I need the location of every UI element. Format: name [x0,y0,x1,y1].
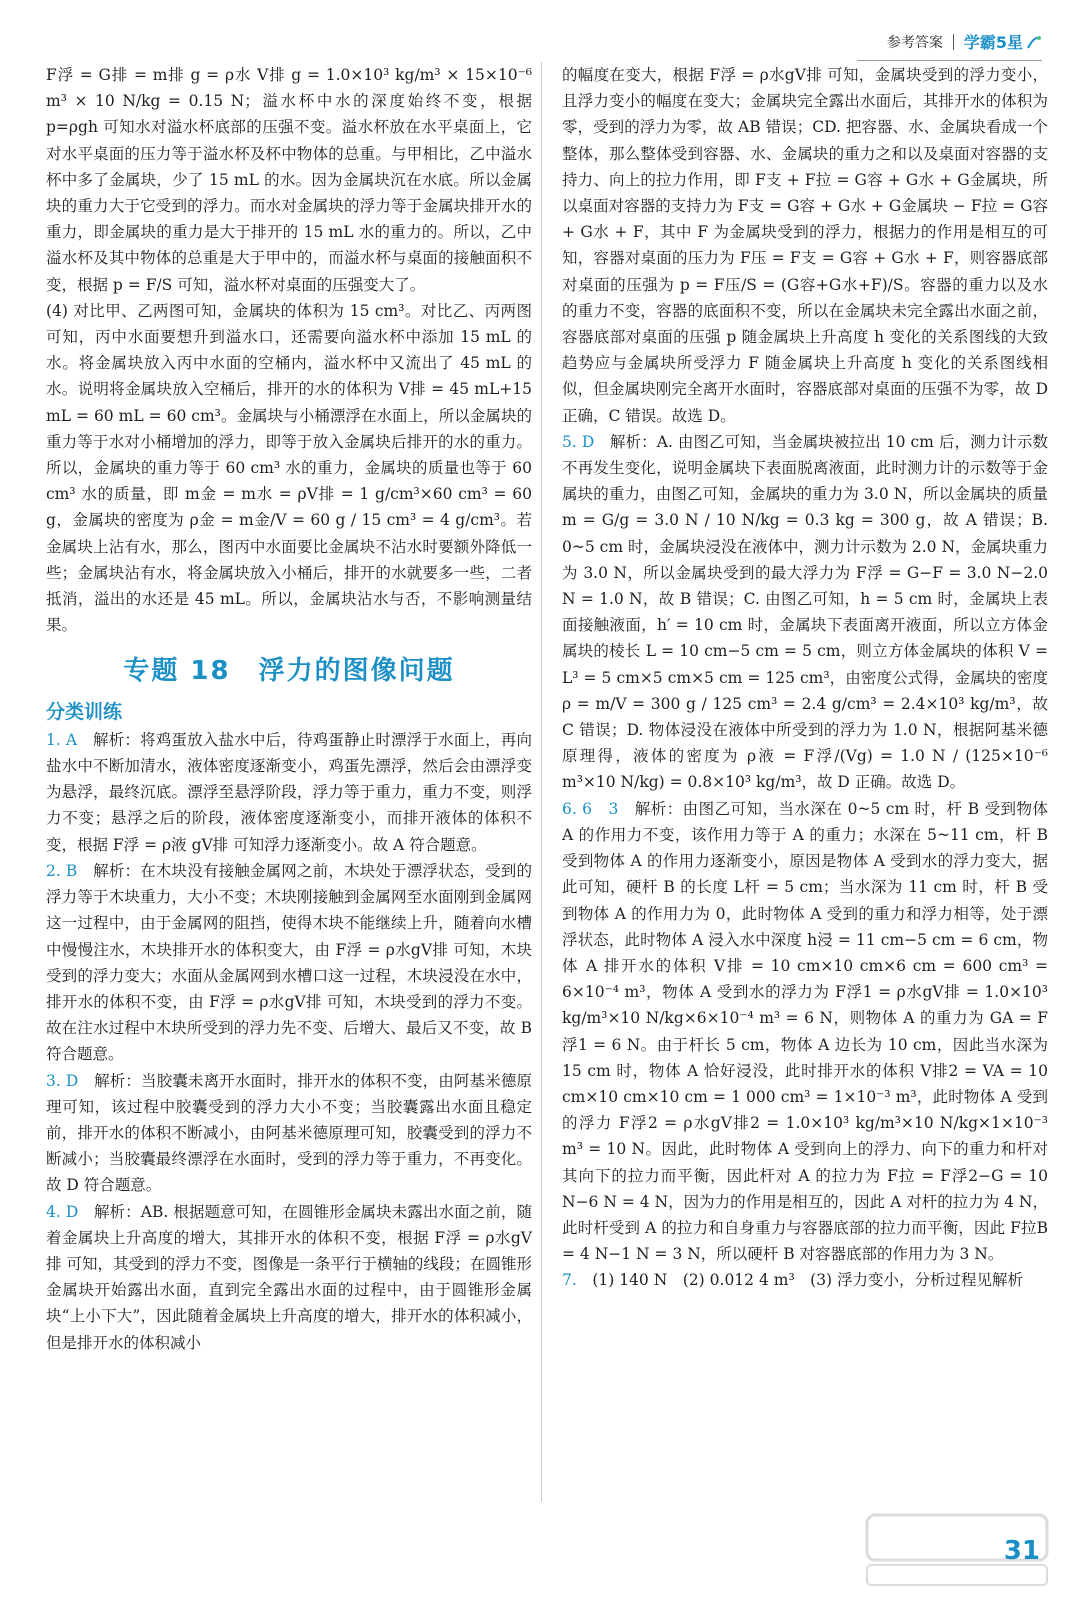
section-title: 专题 18 浮力的图像问题 [123,656,455,687]
answer-item [562,1267,1048,1293]
header-separator [953,34,954,50]
paragraph: 的幅度在变大，根据 F浮 = ρ水gV排 可知，金属块受到的浮力变小，且浮力变小的幅度在变大；金属块完全露出水面后，其排开水的体积为零，受到的浮力为零，故 AB 错误；CD. 把容器、水、金属块看成一个整体，那么整体受到容器、水、金属块的重力之和以及桌面对容器的支持力、向上的拉力作用，即 F支 + F拉 = G容 + G水 + G金属块，所以桌面对容器的支持力为 F支 = G容 + G水 + G金属块 − F拉 = G容 + G水 + F，其中 F 为金属块受到的浮力，根据力的作用是相互的可知，容器对桌面的压力为 F压 = F支 = G容 + G水 + F，则容器底部对桌面的压强为 p = F压/S = (G容+G水+F)/S。容器的重力以及水的重力不变，容器的底面积不变，所以在金属块未完全露出水面之前，容器底部对桌面的压强 p 随金属块上升高度 h 变化的关系图线的大致趋势应与金属块所受浮力 F 随金属块上升高度 h 变化的关系图线相似，但金属块刚完全离开水面时，容器底部对桌面的压强不为零，故 D 正确，C 错误。故选 D。 [562,66,1048,425]
answer-text: 解析：由图乙可知，当水深在 0~5 cm 时，杆 B 受到物体 A 的作用力不变，该作用力等于 A 的重力；水深在 5~11 cm，杆 B 受到物体 A 的作用力逐渐变小，原因是物体 A 受到水的浮力变大，据此可知，硬杆 B 的长度 L杆 = 5 cm；当水深为 11 cm 时，杆 B 受到物体 A 的作用力为 0，此时物体 A 受到的重力和浮力相等，处于漂浮状态，此时物体 A 浸入水中深度 h浸 = 11 cm−5 cm = 6 cm，物体 A 排开水的体积 V排 = 10 cm×10 cm×6 cm = 600 cm³ = 6×10⁻⁴ m³，物体 A 受到水的浮力为 F浮1 = ρ水gV排 = 1.0×10³ kg/m³×10 N/kg×6×10⁻⁴ m³ = 6 N，则物体 A 的重力为 GA = F浮1 = 6 N。由于杆长 5 cm，物体 A 边长为 10 cm，因此当水深为 15 cm 时，物体 A 恰好浸没，此时排开水的体积 V排2 = VA = 10 cm×10 cm×10 cm = 1 000 cm³ = 1×10⁻³ m³，此时物体 A 受到的浮力 F浮2 = ρ水gV排2 = 1.0×10³ kg/m³×10 N/kg×1×10⁻³ m³ = 10 N。因此，此时物体 A 受到向上的浮力、向下的重力和杆对其向下的拉力而平衡，因此杆对 A 的拉力为 F拉 = F浮2−G = 10 N−6 N = 4 N，因为力的作用是相互的，因此 A 对杆的拉力为 4 N，此时杆受到 A 的拉力和自身重力与容器底部的拉力而平衡，因此 F拉B = 4 N−1 N = 3 N，所以硬杆 B 对容器底部的作用力为 3 N。 [562,799,1048,1264]
answer-item [46,1199,532,1356]
header-rule [857,60,1042,61]
answer-item [562,429,1048,796]
answer-text: 解析：将鸡蛋放入盐水中后，待鸡蛋静止时漂浮于水面上，再向盐水中不断加清水，液体密度逐渐变小，鸡蛋先漂浮，然后会由漂浮变为悬浮，最终沉底。漂浮至悬浮阶段，浮力等于重力，重力不变，则浮力不变；悬浮之后的阶段，液体密度逐渐变小，而排开液体的体积不变，根据 F浮 = ρ液 gV排 可知浮力逐渐变小。故 A 符合题意。 [46,730,532,854]
question-number: 4. D [46,1202,79,1221]
question-number: 1. A [46,730,78,749]
page-header [887,30,1042,53]
question-number: 6. 6 3 [562,799,619,818]
subsection-title: 分类训练 [46,700,123,723]
answer-text: 解析：AB. 根据题意可知，在圆锥形金属块未露出水面之前，随着金属块上升高度的增大，其排开水的体积不变，根据 F浮 = ρ水gV排 可知，其受到的浮力不变，图像是一条平行于横轴的线段；在圆锥形金属块开始露出水面，直到完全露出水面的过程中，由于圆锥形金属块“上小下大”，因此随着金属块上升高度的增大，排开水的体积减小，但是排开水的体积减小 [46,1202,532,1352]
left-column [46,62,532,1356]
answer-text: 解析：在木块没有接触金属网之前，木块处于漂浮状态，受到的浮力等于木块重力，大小不变；木块刚接触到金属网至水面刚到金属网这一过程中，由于金属网的阻挡，使得木块不能继续上升，随着向水槽中慢慢注水，木块排开水的体积变大，由 F浮 = ρ水gV排 可知，木块受到的浮力变大；水面从金属网到水槽口这一过程，木块浸没在水中，排开水的体积不变，由 F浮 = ρ水gV排 可知，木块受到的浮力不变。故在注水过程中木块所受到的浮力先不变、后增大、最后又不变，故 B 符合题意。 [46,861,532,1064]
answer-text: (1) 140 N (2) 0.012 4 m³ (3) 浮力变小，分析过程见解析 [592,1271,1024,1290]
paragraph: (4) 对比甲、乙两图可知，金属块的体积为 15 cm³。对比乙、丙两图可知，丙中水面要想升到溢水口，还需要向溢水杯中添加 15 mL 的水。将金属块放入丙中水面的空桶内，溢水杯中又流出了 45 mL 的水。说明将金属块放入空桶后，排开的水的体积为 V排 = 45 mL+15 mL = 60 mL = 60 cm³。金属块与小桶漂浮在水面上，所以金属块的重力等于水对小桶增加的浮力，即等于放入金属块后排开的水的重力。所以，金属块的重力等于 60 cm³ 水的重力，金属块的质量也等于 60 cm³ 水的质量，即 m金 = m水 = ρV排 = 1 g/cm³×60 cm³ = 60 g，金属块的密度为 ρ金 = m金/V = 60 g / 15 cm³ = 4 g/cm³。若金属块上沾有水，那么，图丙中水面要比金属块不沾水时要额外降低一些；金属块沾有水，将金属块放入小桶后，排开的水就要多一些，二者抵消，溢出的水还是 45 mL。所以，金属块沾水与否，不影响测量结果。 [46,301,532,635]
paragraph: F浮 = G排 = m排 g = ρ水 V排 g = 1.0×10³ kg/m³ × 15×10⁻⁶ m³ × 10 N/kg = 0.15 N；溢水杯中水的深度始终不变，根据 p=ρgh 可知水对溢水杯底部的压强不变。溢水杯放在水平桌面上，它对水平桌面的压力等于溢水杯及杯中物体的总重。与甲相比，乙中溢水杯中多了金属块，少了 15 mL 的水。因为金属块沉在水底。所以金属块的重力大于它受到的浮力。而水对金属块的浮力等于金属块排开水的重力，即金属块的重力是大于排开的 15 mL 水的重力的。所以，乙中溢水杯及其中物体的总重是大于甲中的，而溢水杯与桌面的接触面积不变，根据 p = F/S 可知，溢水杯对桌面的压强变大了。 [46,66,532,294]
column-divider [541,62,542,1502]
answer-item [46,727,532,858]
star-icon [1026,34,1042,50]
answer-item [46,1068,532,1199]
answer-item [46,858,532,1068]
answer-text: 解析：当胶囊未离开水面时，排开水的体积不变，由阿基米德原理可知，该过程中胶囊受到的浮力大小不变；当胶囊露出水面且稳定前，排开水的体积不断减小，由阿基米德原理可知，胶囊受到的浮力不断减小；当胶囊最终漂浮在水面时，受到的浮力等于重力，不再变化。故 D 符合题意。 [46,1071,532,1195]
question-number: 2. B [46,861,78,880]
brand-logo: 学霸5星 [963,33,1023,52]
question-number: 5. D [562,432,595,451]
answer-item [562,796,1048,1268]
page-number: 31 [1003,1536,1040,1566]
right-column [562,62,1048,1294]
question-number: 7. [562,1271,577,1290]
header-label: 参考答案 [886,34,943,51]
question-number: 3. D [46,1071,79,1090]
answer-text: 解析：A. 由图乙可知，当金属块被拉出 10 cm 后，测力计示数不再发生变化，说明金属块下表面脱离液面，此时测力计的示数等于金属块的重力，由图乙可知，金属块的重力为 3.0 N，所以金属块的质量 m = G/g = 3.0 N / 10 N/kg = 0.3 kg = 300 g，故 A 错误；B. 0~5 cm 时，金属块浸没在液体中，测力计示数为 2.0 N，金属块重力为 3.0 N，所以金属块受到的最大浮力为 F浮 = G−F = 3.0 N−2.0 N = 1.0 N，故 B 错误；C. 由图乙可知，h = 5 cm 时，金属块上表面接触液面，h′ = 10 cm 时，金属块下表面离开液面，所以立方体金属块的棱长 L = 10 cm−5 cm = 5 cm，则立方体金属块的体积 V = L³ = 5 cm×5 cm×5 cm = 125 cm³，由密度公式得，金属块的密度 ρ = m/V = 300 g / 125 cm³ = 2.4 g/cm³ = 2.4×10³ kg/m³，故 C 错误；D. 物体浸没在液体中所受到的浮力为 1.0 N，根据阿基米德原理得，液体的密度为 ρ液 = F浮/(Vg) = 1.0 N / (125×10⁻⁶ m³×10 N/kg) = 0.8×10³ kg/m³，故 D 正确。故选 D。 [562,432,1049,792]
